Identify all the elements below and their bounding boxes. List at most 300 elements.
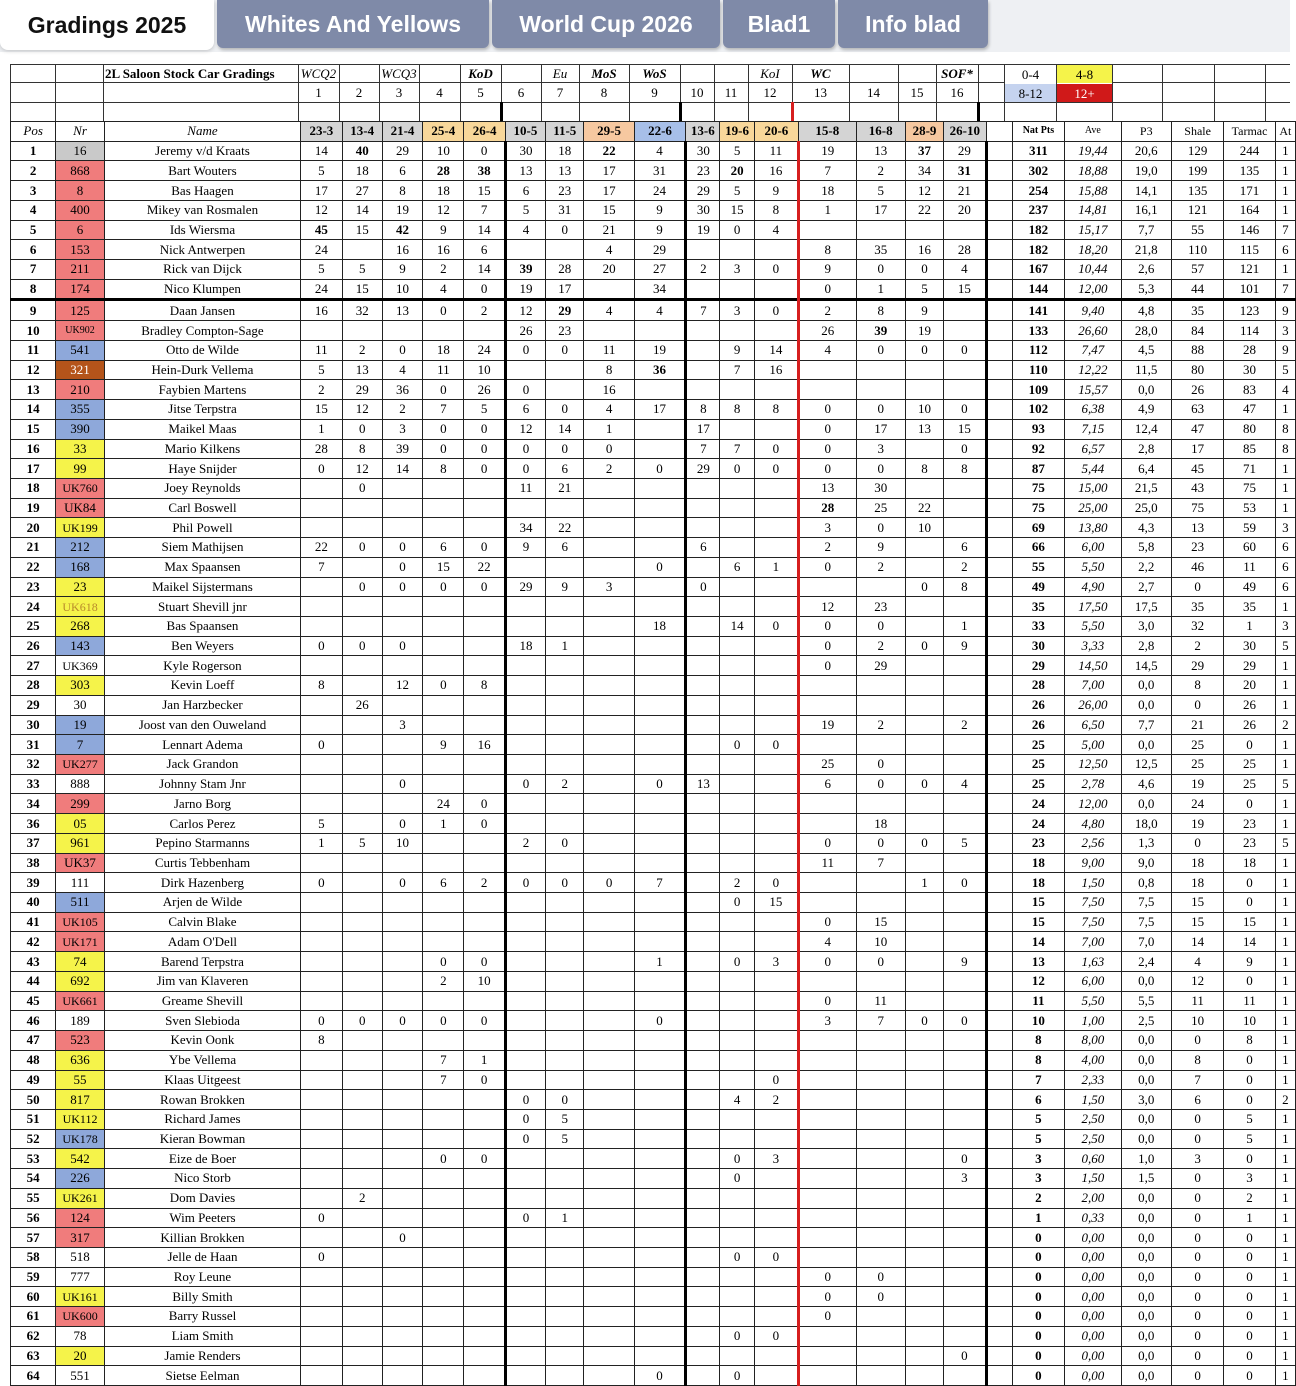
race-points-cell — [634, 794, 685, 814]
event-label: Eu — [552, 66, 568, 81]
race-points-cell — [546, 952, 584, 972]
race-points-cell: 28 — [799, 498, 856, 518]
race-points-cell — [686, 321, 720, 341]
race-points-cell: 4 — [505, 220, 545, 240]
race-points-cell — [686, 1109, 720, 1129]
nat-points-cell: 25 — [1012, 735, 1064, 755]
race-points-cell — [546, 735, 584, 755]
race-points-cell — [754, 1208, 798, 1228]
p3-cell: 0,0 — [1121, 794, 1171, 814]
race-points-cell — [505, 656, 545, 676]
tarmac-cell: 146 — [1224, 220, 1275, 240]
p3-cell: 0,0 — [1121, 735, 1171, 755]
race-points-cell — [382, 853, 422, 873]
race-points-cell: 14 — [301, 141, 342, 161]
p3-cell: 0,0 — [1121, 1129, 1171, 1149]
table-row — [11, 478, 1296, 498]
race-points-cell — [464, 1188, 505, 1208]
race-points-cell: 10 — [382, 279, 422, 300]
race-points-cell — [634, 1169, 685, 1189]
extra-cell: 1 — [1275, 1050, 1295, 1070]
race-points-cell — [342, 1307, 382, 1327]
race-points-cell — [754, 1050, 798, 1070]
table-row — [11, 893, 1296, 913]
spacer-cell — [986, 1247, 1012, 1267]
shale-cell: 11 — [1171, 991, 1223, 1011]
race-points-cell — [905, 1366, 943, 1386]
race-points-cell — [720, 538, 754, 558]
race-points-cell: 6 — [382, 161, 422, 181]
race-points-cell — [905, 1287, 943, 1307]
race-points-cell: 7 — [301, 557, 342, 577]
race-points-cell — [905, 597, 943, 617]
nat-points-cell: 0 — [1012, 1247, 1064, 1267]
tab-blad1[interactable]: Blad1 — [723, 0, 835, 48]
race-points-cell: 27 — [634, 260, 685, 280]
race-points-cell — [634, 577, 685, 597]
race-points-cell: 0 — [546, 400, 584, 420]
p3-cell: 4,5 — [1121, 340, 1171, 360]
race-points-cell — [634, 636, 685, 656]
pos-cell: 49 — [11, 1070, 56, 1090]
shale-cell: 47 — [1171, 419, 1223, 439]
race-points-cell: 0 — [382, 774, 422, 794]
nat-points-cell: 24 — [1012, 814, 1064, 834]
spacer-cell — [986, 478, 1012, 498]
race-points-cell — [423, 695, 464, 715]
race-points-cell — [382, 1188, 422, 1208]
race-points-cell — [905, 538, 943, 558]
driver-name-cell: Rick van Dijck — [104, 260, 301, 280]
race-points-cell — [342, 814, 382, 834]
race-points-cell: 16 — [382, 240, 422, 260]
race-points-cell: 16 — [905, 240, 943, 260]
tarmac-cell: 0 — [1224, 1326, 1275, 1346]
shale-cell: 18 — [1171, 873, 1223, 893]
shale-cell: 8 — [1171, 1050, 1223, 1070]
extra-cell: 3 — [1275, 321, 1295, 341]
race-number: 9 — [651, 85, 658, 100]
race-points-cell — [546, 1050, 584, 1070]
race-points-cell — [686, 1011, 720, 1031]
nat-points-cell: 6 — [1012, 1090, 1064, 1110]
table-row — [11, 735, 1296, 755]
race-points-cell — [301, 1090, 342, 1110]
race-points-cell — [342, 1287, 382, 1307]
race-number: 13 — [814, 85, 827, 100]
race-points-cell — [423, 597, 464, 617]
race-points-cell — [301, 971, 342, 991]
race-points-cell: 15 — [944, 419, 986, 439]
nat-points-cell: 25 — [1012, 774, 1064, 794]
race-points-cell — [342, 853, 382, 873]
race-points-cell: 1 — [944, 616, 986, 636]
race-points-cell: 0 — [301, 1011, 342, 1031]
race-points-cell — [301, 853, 342, 873]
race-date-header: 29-5 — [584, 122, 634, 142]
race-points-cell: 0 — [686, 577, 720, 597]
race-points-cell — [464, 833, 505, 853]
nat-points-cell: 109 — [1012, 380, 1064, 400]
race-points-cell — [905, 1188, 943, 1208]
race-points-cell — [720, 912, 754, 932]
race-points-cell — [856, 971, 905, 991]
driver-name-cell: Ben Weyers — [104, 636, 301, 656]
race-points-cell — [856, 1228, 905, 1248]
race-points-cell — [301, 695, 342, 715]
race-points-cell — [905, 1208, 943, 1228]
tarmac-header: Tarmac — [1224, 122, 1275, 142]
race-points-cell — [720, 518, 754, 538]
race-points-cell — [464, 1366, 505, 1386]
pos-cell: 63 — [11, 1346, 56, 1366]
race-points-cell: 0 — [720, 1247, 754, 1267]
pos-cell: 10 — [11, 321, 56, 341]
grading-legend-l3: 8-12 — [1005, 84, 1056, 102]
race-points-cell — [634, 1228, 685, 1248]
extra-cell: 1 — [1275, 1247, 1295, 1267]
nat-points-cell: 14 — [1012, 932, 1064, 952]
car-number-cell: 210 — [56, 380, 104, 400]
race-points-cell: 8 — [754, 200, 798, 220]
race-points-cell: 8 — [944, 577, 986, 597]
nat-points-cell: 24 — [1012, 794, 1064, 814]
race-points-cell: 8 — [720, 400, 754, 420]
race-points-cell — [856, 1090, 905, 1110]
car-number-cell: 153 — [56, 240, 104, 260]
race-points-cell: 17 — [301, 181, 342, 201]
race-points-cell — [423, 1109, 464, 1129]
race-points-cell: 0 — [505, 439, 545, 459]
race-points-cell — [546, 1247, 584, 1267]
spacer-cell — [986, 971, 1012, 991]
table-row — [11, 260, 1296, 280]
race-points-cell: 0 — [799, 1307, 856, 1327]
race-points-cell — [382, 518, 422, 538]
race-points-cell — [546, 912, 584, 932]
spacer-cell — [986, 498, 1012, 518]
pos-cell: 5 — [11, 220, 56, 240]
race-points-cell: 0 — [856, 774, 905, 794]
race-points-cell — [342, 1031, 382, 1051]
race-points-cell — [423, 616, 464, 636]
spacer-cell — [986, 952, 1012, 972]
driver-name-cell: Kevin Oonk — [104, 1031, 301, 1051]
driver-name-cell: Daan Jansen — [104, 300, 301, 321]
race-points-cell — [301, 755, 342, 775]
shale-cell: 8 — [1171, 676, 1223, 696]
shale-cell: 0 — [1171, 695, 1223, 715]
extra-cell: 1 — [1275, 853, 1295, 873]
race-points-cell — [423, 1267, 464, 1287]
driver-name-cell: Nick Antwerpen — [104, 240, 301, 260]
race-points-cell — [342, 1090, 382, 1110]
tarmac-cell: 5 — [1224, 1129, 1275, 1149]
race-points-cell: 0 — [720, 893, 754, 913]
race-points-cell — [799, 1129, 856, 1149]
race-points-cell — [856, 794, 905, 814]
grading-legend-l1: 0-4 — [1005, 65, 1056, 83]
table-row — [11, 557, 1296, 577]
driver-name-cell: Lennart Adema — [104, 735, 301, 755]
race-points-cell — [944, 656, 986, 676]
tarmac-cell: 0 — [1224, 1307, 1275, 1327]
race-points-cell: 19 — [634, 340, 685, 360]
car-number-cell: 211 — [56, 260, 104, 280]
race-points-cell — [905, 1109, 943, 1129]
race-number: 4 — [436, 85, 443, 100]
race-points-cell: 0 — [505, 1090, 545, 1110]
tarmac-cell: 115 — [1224, 240, 1275, 260]
tarmac-cell: 135 — [1224, 161, 1275, 181]
table-row — [11, 1031, 1296, 1051]
race-points-cell — [423, 1188, 464, 1208]
race-points-cell: 0 — [301, 1208, 342, 1228]
tab-world-cup-2026[interactable]: World Cup 2026 — [492, 0, 720, 48]
race-points-cell — [546, 814, 584, 834]
car-number-cell: 317 — [56, 1228, 104, 1248]
race-points-cell — [944, 498, 986, 518]
p3-cell: 0,0 — [1121, 1287, 1171, 1307]
table-row — [11, 991, 1296, 1011]
driver-name-cell: Roy Leune — [104, 1267, 301, 1287]
race-points-cell — [505, 1247, 545, 1267]
race-points-cell — [754, 1366, 798, 1386]
extra-cell: 1 — [1275, 161, 1295, 181]
race-points-cell: 4 — [584, 240, 634, 260]
race-points-cell — [905, 794, 943, 814]
nat-points-cell: 26 — [1012, 695, 1064, 715]
average-cell: 12,00 — [1065, 794, 1121, 814]
car-number-cell: 523 — [56, 1031, 104, 1051]
spacer-cell — [986, 695, 1012, 715]
race-points-cell — [505, 1188, 545, 1208]
race-points-cell — [686, 1326, 720, 1346]
race-points-cell: 26 — [464, 380, 505, 400]
pos-cell: 1 — [11, 141, 56, 161]
nat-points-cell: 55 — [1012, 557, 1064, 577]
race-points-cell: 6 — [423, 873, 464, 893]
extra-cell: 1 — [1275, 912, 1295, 932]
average-cell: 1,00 — [1065, 1011, 1121, 1031]
race-points-cell: 9 — [799, 260, 856, 280]
race-points-cell — [382, 1050, 422, 1070]
extra-cell: 1 — [1275, 1188, 1295, 1208]
race-points-cell — [505, 240, 545, 260]
nat-points-cell: 15 — [1012, 912, 1064, 932]
race-points-cell — [505, 597, 545, 617]
race-points-cell — [905, 676, 943, 696]
race-points-cell: 7 — [720, 439, 754, 459]
average-cell: 4,90 — [1065, 577, 1121, 597]
driver-name-cell: Carlos Perez — [104, 814, 301, 834]
race-points-cell — [905, 360, 943, 380]
nat-points-cell: 311 — [1012, 141, 1064, 161]
table-row — [11, 952, 1296, 972]
race-points-cell: 7 — [423, 400, 464, 420]
race-points-cell — [754, 498, 798, 518]
race-number: 3 — [395, 85, 403, 100]
race-date-header: 10-5 — [505, 122, 545, 142]
race-points-cell: 10 — [382, 833, 422, 853]
driver-name-cell: Maikel Maas — [104, 419, 301, 439]
driver-name-cell: Arjen de Wilde — [104, 893, 301, 913]
race-points-cell: 18 — [856, 814, 905, 834]
race-points-cell — [720, 1050, 754, 1070]
shale-cell: 12 — [1171, 971, 1223, 991]
race-points-cell: 8 — [301, 676, 342, 696]
race-points-cell: 5 — [944, 833, 986, 853]
table-row — [11, 1188, 1296, 1208]
race-points-cell — [720, 1287, 754, 1307]
driver-name-cell: Sietse Eelman — [104, 1366, 301, 1386]
race-points-cell: 18 — [342, 161, 382, 181]
race-points-cell — [505, 1307, 545, 1327]
race-points-cell: 4 — [423, 279, 464, 300]
race-points-cell — [584, 616, 634, 636]
spacer-cell — [986, 1267, 1012, 1287]
race-points-cell: 0 — [342, 419, 382, 439]
race-points-cell — [634, 597, 685, 617]
race-points-cell — [342, 991, 382, 1011]
race-points-cell: 22 — [905, 200, 943, 220]
race-points-cell: 0 — [423, 676, 464, 696]
race-points-cell: 39 — [856, 321, 905, 341]
pos-cell: 8 — [11, 279, 56, 300]
race-points-cell — [720, 814, 754, 834]
spacer-cell — [986, 1050, 1012, 1070]
tarmac-cell: 49 — [1224, 577, 1275, 597]
average-cell: 7,00 — [1065, 676, 1121, 696]
p3-cell: 2,8 — [1121, 636, 1171, 656]
tab-gradings-2025[interactable]: Gradings 2025 — [0, 0, 214, 50]
driver-name-cell: Mikey van Rosmalen — [104, 200, 301, 220]
pos-cell: 32 — [11, 755, 56, 775]
race-points-cell: 10 — [905, 400, 943, 420]
table-row — [11, 1247, 1296, 1267]
race-points-cell — [720, 1267, 754, 1287]
shale-cell: 135 — [1171, 181, 1223, 201]
race-points-cell — [799, 873, 856, 893]
p3-cell: 2,7 — [1121, 577, 1171, 597]
race-points-cell: 0 — [423, 439, 464, 459]
race-points-cell — [799, 1346, 856, 1366]
tab-whites-and-yellows[interactable]: Whites And Yellows — [217, 0, 489, 48]
tarmac-cell: 0 — [1224, 1228, 1275, 1248]
spacer-cell — [986, 755, 1012, 775]
race-points-cell — [686, 1346, 720, 1366]
race-points-cell: 3 — [382, 715, 422, 735]
shale-cell: 18 — [1171, 853, 1223, 873]
spacer-cell — [986, 676, 1012, 696]
shale-cell: 63 — [1171, 400, 1223, 420]
race-points-cell: 14 — [382, 459, 422, 479]
race-points-cell — [464, 597, 505, 617]
table-row — [11, 715, 1296, 735]
race-points-cell: 0 — [584, 873, 634, 893]
average-cell: 7,47 — [1065, 340, 1121, 360]
race-points-cell — [686, 616, 720, 636]
race-points-cell: 39 — [382, 439, 422, 459]
race-points-cell — [686, 952, 720, 972]
race-points-cell — [464, 518, 505, 538]
shale-cell: 199 — [1171, 161, 1223, 181]
race-points-cell — [720, 991, 754, 1011]
race-points-cell: 0 — [856, 1267, 905, 1287]
p3-cell: 16,1 — [1121, 200, 1171, 220]
shale-cell: 84 — [1171, 321, 1223, 341]
race-points-cell — [505, 814, 545, 834]
race-points-cell: 21 — [944, 181, 986, 201]
race-points-cell — [799, 735, 856, 755]
extra-cell: 1 — [1275, 695, 1295, 715]
race-points-cell — [342, 1346, 382, 1366]
pos-cell: 31 — [11, 735, 56, 755]
race-points-cell — [799, 220, 856, 240]
race-points-cell: 29 — [686, 181, 720, 201]
extra-cell: 1 — [1275, 200, 1295, 220]
spacer-cell — [986, 439, 1012, 459]
race-points-cell — [584, 735, 634, 755]
race-points-cell — [720, 755, 754, 775]
race-points-cell: 0 — [944, 400, 986, 420]
pos-cell: 38 — [11, 853, 56, 873]
race-points-cell — [342, 912, 382, 932]
race-points-cell — [944, 853, 986, 873]
car-number-cell: UK105 — [56, 912, 104, 932]
car-number-cell: 55 — [56, 1070, 104, 1090]
race-points-cell — [505, 735, 545, 755]
section-divider — [977, 102, 980, 122]
extra-cell: 5 — [1275, 636, 1295, 656]
race-points-cell: 17 — [584, 161, 634, 181]
race-points-cell: 18 — [423, 181, 464, 201]
shale-cell: 0 — [1171, 1307, 1223, 1327]
tarmac-cell: 0 — [1224, 1149, 1275, 1169]
race-points-cell: 28 — [546, 260, 584, 280]
race-points-cell: 0 — [944, 873, 986, 893]
race-points-cell: 17 — [686, 419, 720, 439]
race-points-cell — [686, 715, 720, 735]
extra-cell: 1 — [1275, 1109, 1295, 1129]
pos-cell: 2 — [11, 161, 56, 181]
race-points-cell — [505, 498, 545, 518]
race-points-cell: 29 — [505, 577, 545, 597]
nat-points-cell: 12 — [1012, 971, 1064, 991]
driver-name-cell: Jamie Renders — [104, 1346, 301, 1366]
race-points-cell: 0 — [905, 833, 943, 853]
p3-cell: 17,5 — [1121, 597, 1171, 617]
extra-cell: 5 — [1275, 774, 1295, 794]
average-cell: 1,50 — [1065, 873, 1121, 893]
race-points-cell — [342, 656, 382, 676]
p3-cell: 0,0 — [1121, 1326, 1171, 1346]
driver-name-cell: Calvin Blake — [104, 912, 301, 932]
driver-name-cell: Pepino Starmanns — [104, 833, 301, 853]
nat-points-cell: 0 — [1012, 1346, 1064, 1366]
race-points-cell: 13 — [505, 161, 545, 181]
race-points-cell: 5 — [905, 279, 943, 300]
p3-cell: 12,5 — [1121, 755, 1171, 775]
race-points-cell — [584, 1307, 634, 1327]
race-points-cell: 0 — [905, 260, 943, 280]
shale-cell: 0 — [1171, 1169, 1223, 1189]
tab-info-blad[interactable]: Info blad — [838, 0, 988, 48]
table-row — [11, 1090, 1296, 1110]
race-points-cell — [720, 656, 754, 676]
race-points-cell: 0 — [944, 340, 986, 360]
p3-cell: 7,5 — [1121, 893, 1171, 913]
